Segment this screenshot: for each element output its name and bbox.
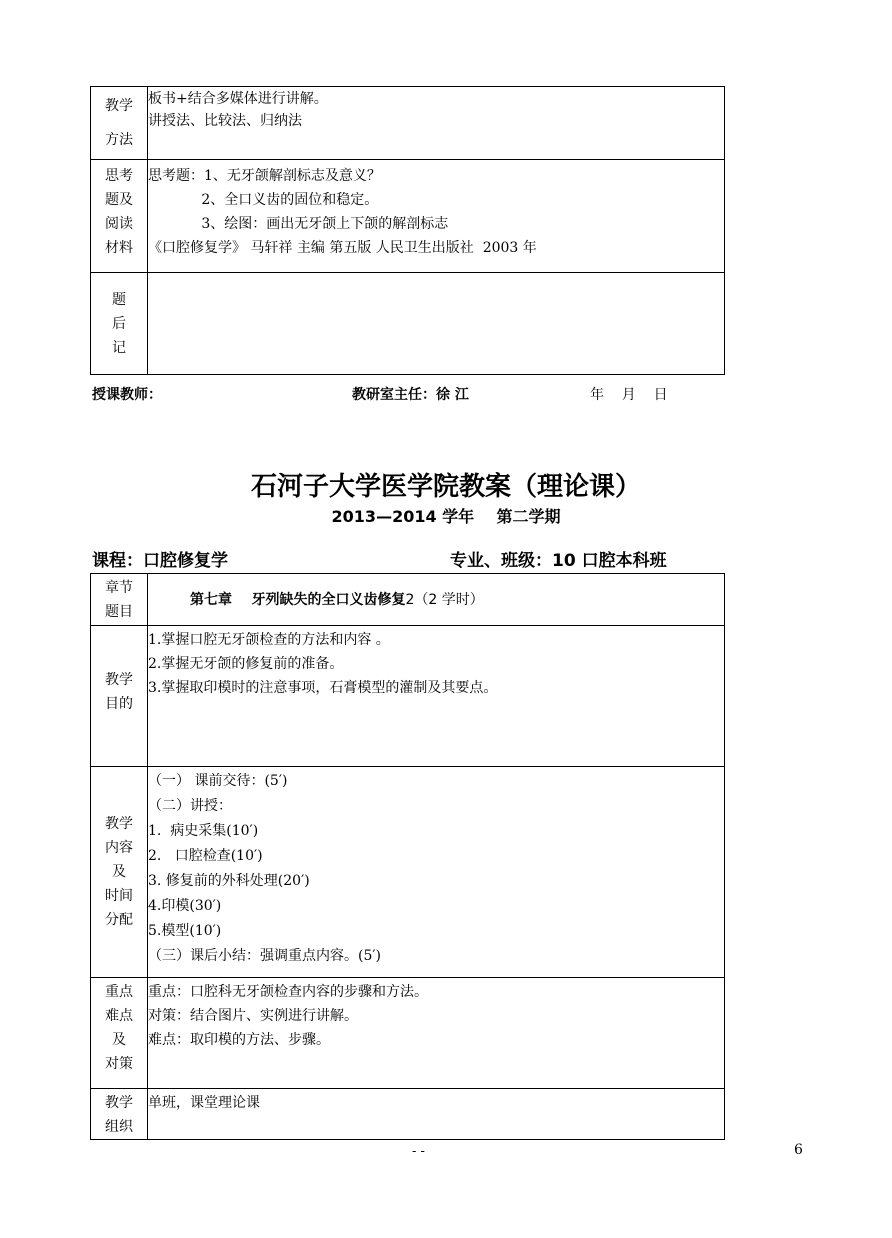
page-title: 石河子大学医学院教案（理论课）	[250, 472, 641, 502]
text-line: 2、全口义齿的固位和稳定。	[148, 192, 379, 208]
text-line: 4.印模(30′)	[148, 898, 222, 914]
page-number: 6	[794, 1142, 803, 1158]
text-line: 2.掌握无牙颌的修复前的准备。	[148, 656, 344, 672]
label-line: 题及	[105, 192, 133, 208]
content-teaching-method	[148, 87, 725, 160]
content-organization	[148, 1089, 725, 1140]
row-goals	[91, 626, 725, 767]
label-line: 目的	[105, 696, 133, 712]
label-line: 教学	[105, 1095, 133, 1111]
label-line: 组织	[105, 1119, 133, 1135]
text-line: 难点：取印模的方法、步骤。	[148, 1032, 330, 1048]
label-key-points	[91, 978, 148, 1089]
text-line: 《口腔修复学》 马轩祥 主编 第五版 人民卫生出版社 2003 年	[148, 240, 537, 256]
label-line: 阅读	[105, 216, 133, 232]
label-line: 题目	[105, 603, 133, 620]
text-line: （二）讲授：	[148, 798, 232, 814]
row-notes	[91, 273, 725, 375]
label-line: 及	[112, 864, 126, 880]
content-schedule	[148, 767, 725, 978]
content-notes	[148, 273, 725, 375]
label-line: 章节	[105, 579, 133, 596]
text-line: 1.掌握口腔无牙颌检查的方法和内容 。	[148, 632, 390, 648]
chapter-title: 第七章 牙列缺失的全口义齿修复	[190, 591, 406, 608]
text-line: 3. 修复前的外科处理(20′)	[148, 873, 310, 889]
major-class-label: 专业、班级：10 口腔本科班	[450, 551, 667, 571]
label-line: 教学	[105, 672, 133, 688]
text-line: 板书+结合多媒体进行讲解。	[148, 91, 328, 107]
text-line: 单班，课堂理论课	[148, 1095, 260, 1111]
content-key-points	[148, 978, 725, 1089]
label-organization	[91, 1089, 148, 1140]
label-line: 后	[112, 315, 126, 332]
label-line: 教学	[105, 98, 133, 114]
label-line: 时间	[105, 888, 133, 904]
label-line: 内容	[105, 840, 133, 856]
label-line: 对策	[105, 1056, 133, 1072]
label-teaching-method	[91, 87, 148, 160]
text-line: 3、绘图：画出无牙颌上下颌的解剖标志	[148, 216, 449, 232]
content-chapter	[148, 574, 725, 626]
lesson-table	[90, 573, 725, 1140]
text-line: 讲授法、比较法、归纳法	[148, 113, 302, 129]
text-line: 3.掌握取印模时的注意事项，石膏模型的灌制及其要点。	[148, 680, 498, 696]
row-content	[91, 767, 725, 978]
content-goals	[148, 626, 725, 767]
date-label: 年 月 日	[590, 387, 668, 403]
page-subtitle: 2013—2014 学年 第二学期	[331, 507, 561, 526]
teacher-label: 授课教师：	[92, 387, 162, 403]
label-line: 重点	[105, 984, 133, 1000]
chapter-suffix: 2（2 学时）	[405, 591, 484, 608]
label-line: 难点	[105, 1008, 133, 1024]
label-line: 思考	[105, 168, 133, 184]
footer-center: - -	[412, 1144, 425, 1159]
text-line: 重点：口腔科无牙颌检查内容的步骤和方法。	[148, 984, 428, 1000]
label-questions	[91, 160, 148, 273]
label-line: 材料	[105, 240, 133, 256]
label-line: 题	[112, 291, 126, 308]
label-notes	[91, 273, 148, 375]
row-teaching-method	[91, 87, 725, 160]
director-label: 教研室主任：徐 江	[352, 387, 469, 403]
text-line: 1. 病史采集(10′)	[148, 823, 259, 839]
row-key-points	[91, 978, 725, 1089]
label-line: 及	[112, 1032, 126, 1048]
top-table	[90, 86, 725, 375]
label-content	[91, 767, 148, 978]
label-line: 方法	[105, 132, 133, 148]
text-line: 2. 口腔检查(10′)	[148, 848, 263, 864]
row-chapter	[91, 574, 725, 626]
label-line: 记	[112, 339, 126, 356]
row-organization	[91, 1089, 725, 1140]
text-line: 对策：结合图片、实例进行讲解。	[148, 1008, 358, 1024]
label-line: 教学	[105, 816, 133, 832]
text-line: （一） 课前交待：(5′)	[148, 773, 288, 789]
text-line: 5.模型(10′)	[148, 923, 222, 939]
row-questions	[91, 160, 725, 273]
label-goals	[91, 626, 148, 767]
text-line: 思考题：1、无牙颌解剖标志及意义？	[148, 168, 381, 184]
text-line: （三）课后小结：强调重点内容。(5′)	[148, 948, 382, 964]
label-line: 分配	[105, 912, 133, 928]
course-label: 课程：口腔修复学	[92, 551, 228, 571]
content-questions	[148, 160, 725, 273]
label-chapter	[91, 574, 148, 626]
